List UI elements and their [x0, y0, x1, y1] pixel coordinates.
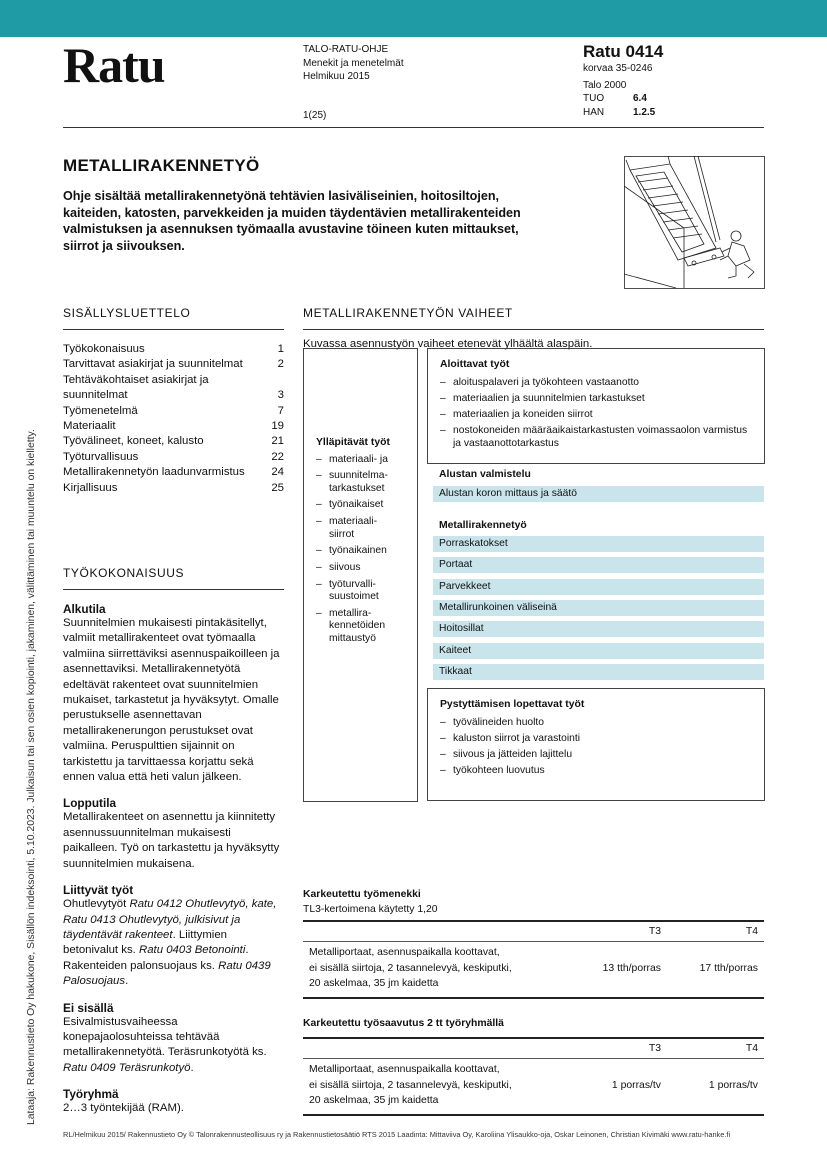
row-line: ei sisällä siirtoja, 2 tasannelevyä, keskiputki,	[309, 962, 512, 974]
table2-col-t4: T4	[745, 1043, 758, 1054]
toc-item[interactable]	[63, 481, 284, 496]
replaces-code: korvaa 35-0246	[583, 63, 653, 74]
phase-bar-metal: Portaat	[433, 557, 764, 573]
toc-item[interactable]	[63, 357, 284, 372]
maintaining-item-line: mittaustyö	[329, 632, 376, 644]
han-value: 1.2.5	[633, 106, 656, 118]
liittyvat-heading: Liittyvät työt	[63, 883, 134, 898]
toc-item-page: 1	[277, 343, 284, 355]
han-row	[583, 106, 663, 120]
maintaining-item-line: – materiaali-	[329, 516, 378, 528]
maintaining-heading: Ylläpitävät työt	[316, 437, 390, 448]
table1-t3-value: 13 tth/porras	[602, 962, 661, 974]
toc-item-label: Työmenetelmä	[63, 404, 138, 417]
starting-item: – aloituspalaveri ja työkohteen vastaanotto	[440, 377, 753, 390]
ending-heading: Pystyttämisen lopettavat työt	[440, 699, 585, 710]
page-title: METALLIRAKENNETYÖ	[63, 156, 260, 175]
alkutila-text: Suunnitelmien mukaisesti pintakäsitellyt, valmiit metallirakenteet ovat työmaalla valmiina siirrettäviksi asennuspaikoilleen ja asennettaviksi. Metallirakennetyötä edeltävät rakenteet ovat suunnitelmien mukaiset, tarkastetut ja hyväksytyt. Omalle perustukselle asennettavan metallirakenerungon perustukset ovat valmiina. Peruspulttien sijainnit on tarkistettu ja tarvittaessa korjattu sekä ennen valua että heti valun jälkeen.	[63, 617, 280, 784]
row-line: 20 askelmaa, 35 jm kaidetta	[309, 978, 439, 990]
toc-heading: SISÄLLYSLUETTELO	[63, 306, 191, 320]
maintaining-item	[316, 562, 407, 575]
starting-item: – materiaalien ja suunnitelmien tarkastukset	[440, 393, 753, 406]
maintaining-item-line: – siivous	[329, 561, 361, 573]
maintaining-item	[316, 516, 407, 541]
row-line: 20 askelmaa, 35 jm kaidetta	[309, 1095, 439, 1107]
starting-item: – materiaalien ja koneiden siirrot	[440, 409, 753, 422]
toc-item[interactable]	[63, 419, 284, 434]
toc-item-page: 24	[271, 466, 284, 479]
table1-col-t3: T3	[648, 926, 661, 937]
toc-item-label: Materiaalit	[63, 420, 116, 433]
phase-bar-metal: Kaiteet	[433, 643, 764, 659]
table1-data-row	[303, 942, 764, 997]
liittyvat-ref: Ratu 0412 Ohutlevytyö, kate, Ratu 0413 Ohutlevytyö, julkisivut ja täydentävät rakenteet	[63, 898, 277, 941]
table-of-contents	[63, 306, 284, 496]
starting-item: – nostokoneiden määräaikaistarkastusten voimassaolon varmistus ja vastaanottotarkastus	[440, 425, 753, 450]
maintaining-item	[316, 608, 407, 646]
header-series: TALO-RATU-OHJE	[303, 44, 389, 55]
eisisalla-part: .	[190, 1061, 194, 1074]
work-entity-section	[63, 566, 284, 1117]
maintaining-item	[316, 454, 407, 467]
table2-data-row	[303, 1059, 764, 1114]
table-rule	[303, 1114, 764, 1116]
maintaining-item-line: suustoimet	[329, 591, 379, 603]
liittyvat-part: Ohutlevytyöt	[63, 898, 130, 911]
ratu-logo: Ratu	[63, 37, 165, 93]
maintaining-item	[316, 545, 407, 558]
tuo-value: 6.4	[633, 93, 647, 104]
toc-item[interactable]	[63, 388, 284, 403]
base-prep-heading: Alustan valmistelu	[439, 469, 531, 480]
toc-item-page: 3	[277, 389, 284, 402]
header-divider	[63, 127, 764, 128]
toc-item-page: 19	[271, 420, 284, 433]
header-info	[303, 43, 404, 84]
lopputila-heading: Lopputila	[63, 796, 117, 811]
table1-header-row	[303, 922, 764, 941]
starting-heading: Aloittavat työt	[440, 359, 510, 370]
ending-item: – työvälineiden huolto	[440, 717, 753, 730]
toc-item-page: 2	[277, 358, 284, 371]
maintaining-item-line: – työnaikainen	[329, 545, 387, 557]
header-category: Menekit ja menetelmät	[303, 57, 404, 69]
phase-bar-base: Alustan koron mittaus ja säätö	[433, 486, 764, 502]
phases-section	[303, 306, 764, 350]
eisisalla-heading: Ei sisällä	[63, 1000, 114, 1015]
table1-t4-value: 17 tth/porras	[699, 962, 758, 974]
toc-item-label: Työvälineet, koneet, kalusto	[63, 435, 204, 448]
row-line: Metalliportaat, asennuspaikalla koottavat,	[309, 947, 500, 958]
eisisalla-text	[63, 1015, 284, 1077]
table2-t4-value: 1 porras/tv	[708, 1079, 758, 1091]
table1-row-description	[303, 945, 558, 992]
work-divider	[63, 589, 284, 590]
starting-work-box	[427, 348, 765, 464]
phases-description: Kuvassa asennustyön vaiheet etenevät ylhäältä alaspäin.	[303, 338, 593, 350]
metal-work-heading: Metallirakennetyö	[439, 520, 527, 531]
toc-item-page: 21	[271, 435, 284, 448]
table2-header-row	[303, 1039, 764, 1058]
toc-item-page: 25	[271, 481, 284, 494]
page-number: 1(25)	[303, 110, 327, 121]
maintaining-item-line: siirrot	[329, 528, 355, 540]
maintaining-item-line: – materiaali- ja	[329, 453, 388, 465]
han-label: HAN	[583, 106, 605, 118]
row-line: Metalliportaat, asennuspaikalla koottavat,	[309, 1064, 500, 1075]
ending-item: – kaluston siirrot ja varastointi	[440, 733, 753, 746]
document-code: Ratu 0414	[583, 42, 664, 61]
maintaining-item-line: – metallira-	[329, 607, 372, 619]
ending-item: – työkohteen luovutus	[440, 765, 753, 778]
table-rule	[303, 997, 764, 999]
alkutila-heading: Alkutila	[63, 602, 106, 616]
table2-t3-value: 1 porras/tv	[611, 1079, 661, 1091]
phases-divider	[303, 329, 764, 330]
liittyvat-part: . Rakenteiden palonsuojaus ks.	[63, 944, 249, 972]
table1-subcaption: TL3-kertoimena käytetty 1,20	[303, 904, 438, 915]
phase-bar-metal: Hoitosillat	[433, 621, 764, 637]
toc-item-label: Työkokonaisuus	[63, 343, 145, 355]
intro-text: Ohje sisältää metallirakennetyönä tehtävien lasiväliseinien, hoitosiltojen, kaiteiden, katosten, parvekkeiden ja muiden täydentävien metallirakenteiden valmistuksen ja asennuksen työmaalla avustavine töineen kuten mittaukset, siirrot ja siivouksen.	[63, 189, 521, 253]
toc-item-label: Tarvittavat asiakirjat ja suunnitelmat	[63, 358, 243, 371]
liittyvat-text	[63, 897, 284, 989]
toc-item-label: Metallirakennetyön laadunvarmistus	[63, 466, 245, 479]
liittyvat-ref: Ratu 0439 Palosuojaus	[63, 959, 271, 988]
talo-classification: Talo 2000	[583, 79, 627, 91]
maintaining-item-line: – työturvalli-	[329, 578, 376, 590]
lopputila-text: Metallirakenteet on asennettu ja kiinnitetty asennussuunnitelman mukaisesti paikalleen. Työ on tarkastettu ja hyväksytty suunnitelmien mukaisena.	[63, 811, 280, 870]
maintaining-item-line: – suunnitelma-	[329, 470, 388, 482]
maintaining-item	[316, 579, 407, 604]
starting-list	[440, 377, 753, 451]
maintaining-item	[316, 470, 407, 495]
toc-item[interactable]	[63, 450, 284, 465]
maintaining-item-line: – työnaikaiset	[329, 499, 384, 511]
toc-item-page: 22	[271, 450, 284, 463]
liittyvat-ref: Ratu 0403 Betonointi	[138, 944, 246, 957]
page-footer: RL/Helmikuu 2015/ Rakennustieto Oy © Talonrakennusteollisuus ry ja Rakennustietosäätiö RTS 2015 Laadinta: Mittaviiva Oy, Karoliina Ylisaukko-oja, Oskar Leinonen, Christian Kivimäki www.ratu-hanke.fi	[63, 1130, 731, 1139]
top-color-bar	[0, 0, 827, 37]
table2-col-t3: T3	[648, 1043, 661, 1054]
toc-item-page: 7	[277, 404, 284, 417]
toc-item-label: Kirjallisuus	[63, 481, 118, 494]
work-heading: TYÖKOKONAISUUS	[63, 566, 185, 580]
download-notice: Lataaja: Rakennustieto Oy hakukone, Sisällön indeksointi, 5.10.2023. Julkaisun tai sen osien kopiointi, jakaminen, välittäminen tai muuntelu on kielletty.	[26, 429, 37, 1125]
ending-item: – siivous ja jätteiden lajittelu	[440, 749, 753, 762]
phase-bar-metal: Tikkaat	[433, 664, 764, 680]
work-achievement-table	[303, 1018, 764, 1116]
toc-item[interactable]	[63, 434, 284, 449]
header-date: Helmikuu 2015	[303, 71, 370, 82]
eisisalla-ref: Ratu 0409 Teräsrunkotyö	[63, 1061, 191, 1074]
table1-caption: Karkeutettu työmenekki	[303, 889, 421, 900]
toc-item[interactable]	[63, 404, 284, 419]
toc-item-label: suunnitelmat	[63, 389, 128, 402]
ending-list	[440, 717, 753, 778]
maintaining-item-line: kennetöiden	[329, 620, 386, 632]
liittyvat-part: .	[125, 975, 129, 988]
toc-item[interactable]	[63, 342, 284, 357]
row-line: ei sisällä siirtoja, 2 tasannelevyä, keskiputki,	[309, 1079, 512, 1091]
phase-bar-metal: Parvekkeet	[433, 579, 764, 595]
stair-installation-illustration	[624, 156, 765, 289]
maintaining-list	[316, 454, 407, 646]
toc-item-label: Työturvallisuus	[63, 450, 139, 463]
toc-divider	[63, 329, 284, 330]
table1-col-t4: T4	[745, 926, 758, 937]
ending-work-box	[427, 688, 765, 801]
table2-caption: Karkeutettu työsaavutus 2 tt työryhmällä	[303, 1018, 504, 1029]
phase-bar-metal: Metallirunkoinen väliseinä	[433, 600, 764, 616]
tuo-label: TUO	[583, 93, 605, 104]
phases-heading: METALLIRAKENNETYÖN VAIHEET	[303, 306, 513, 320]
table2-row-description	[303, 1062, 558, 1109]
toc-item[interactable]	[63, 373, 284, 388]
toc-item[interactable]	[63, 465, 284, 480]
liittyvat-part: . Liittymien betonivalut ks.	[63, 928, 228, 957]
work-consumption-table	[303, 889, 764, 999]
tyoryhma-heading: Työryhmä	[63, 1087, 119, 1102]
maintaining-item-line: tarkastukset	[329, 482, 385, 494]
tuo-row	[583, 92, 663, 106]
maintaining-work-box	[303, 348, 418, 802]
header-code-block	[583, 42, 663, 119]
phase-bar-metal: Porraskatokset	[433, 536, 764, 552]
maintaining-item	[316, 499, 407, 512]
toc-item-label: Tehtäväkohtaiset asiakirjat ja	[63, 373, 209, 386]
eisisalla-part: Esivalmistusvaiheessa konepajaolosuhteissa tehtävää metallirakennetyötä. Teräsrunkotyötä ks.	[63, 1015, 267, 1059]
tyoryhma-text: 2…3 työntekijää (RAM).	[63, 1102, 184, 1115]
